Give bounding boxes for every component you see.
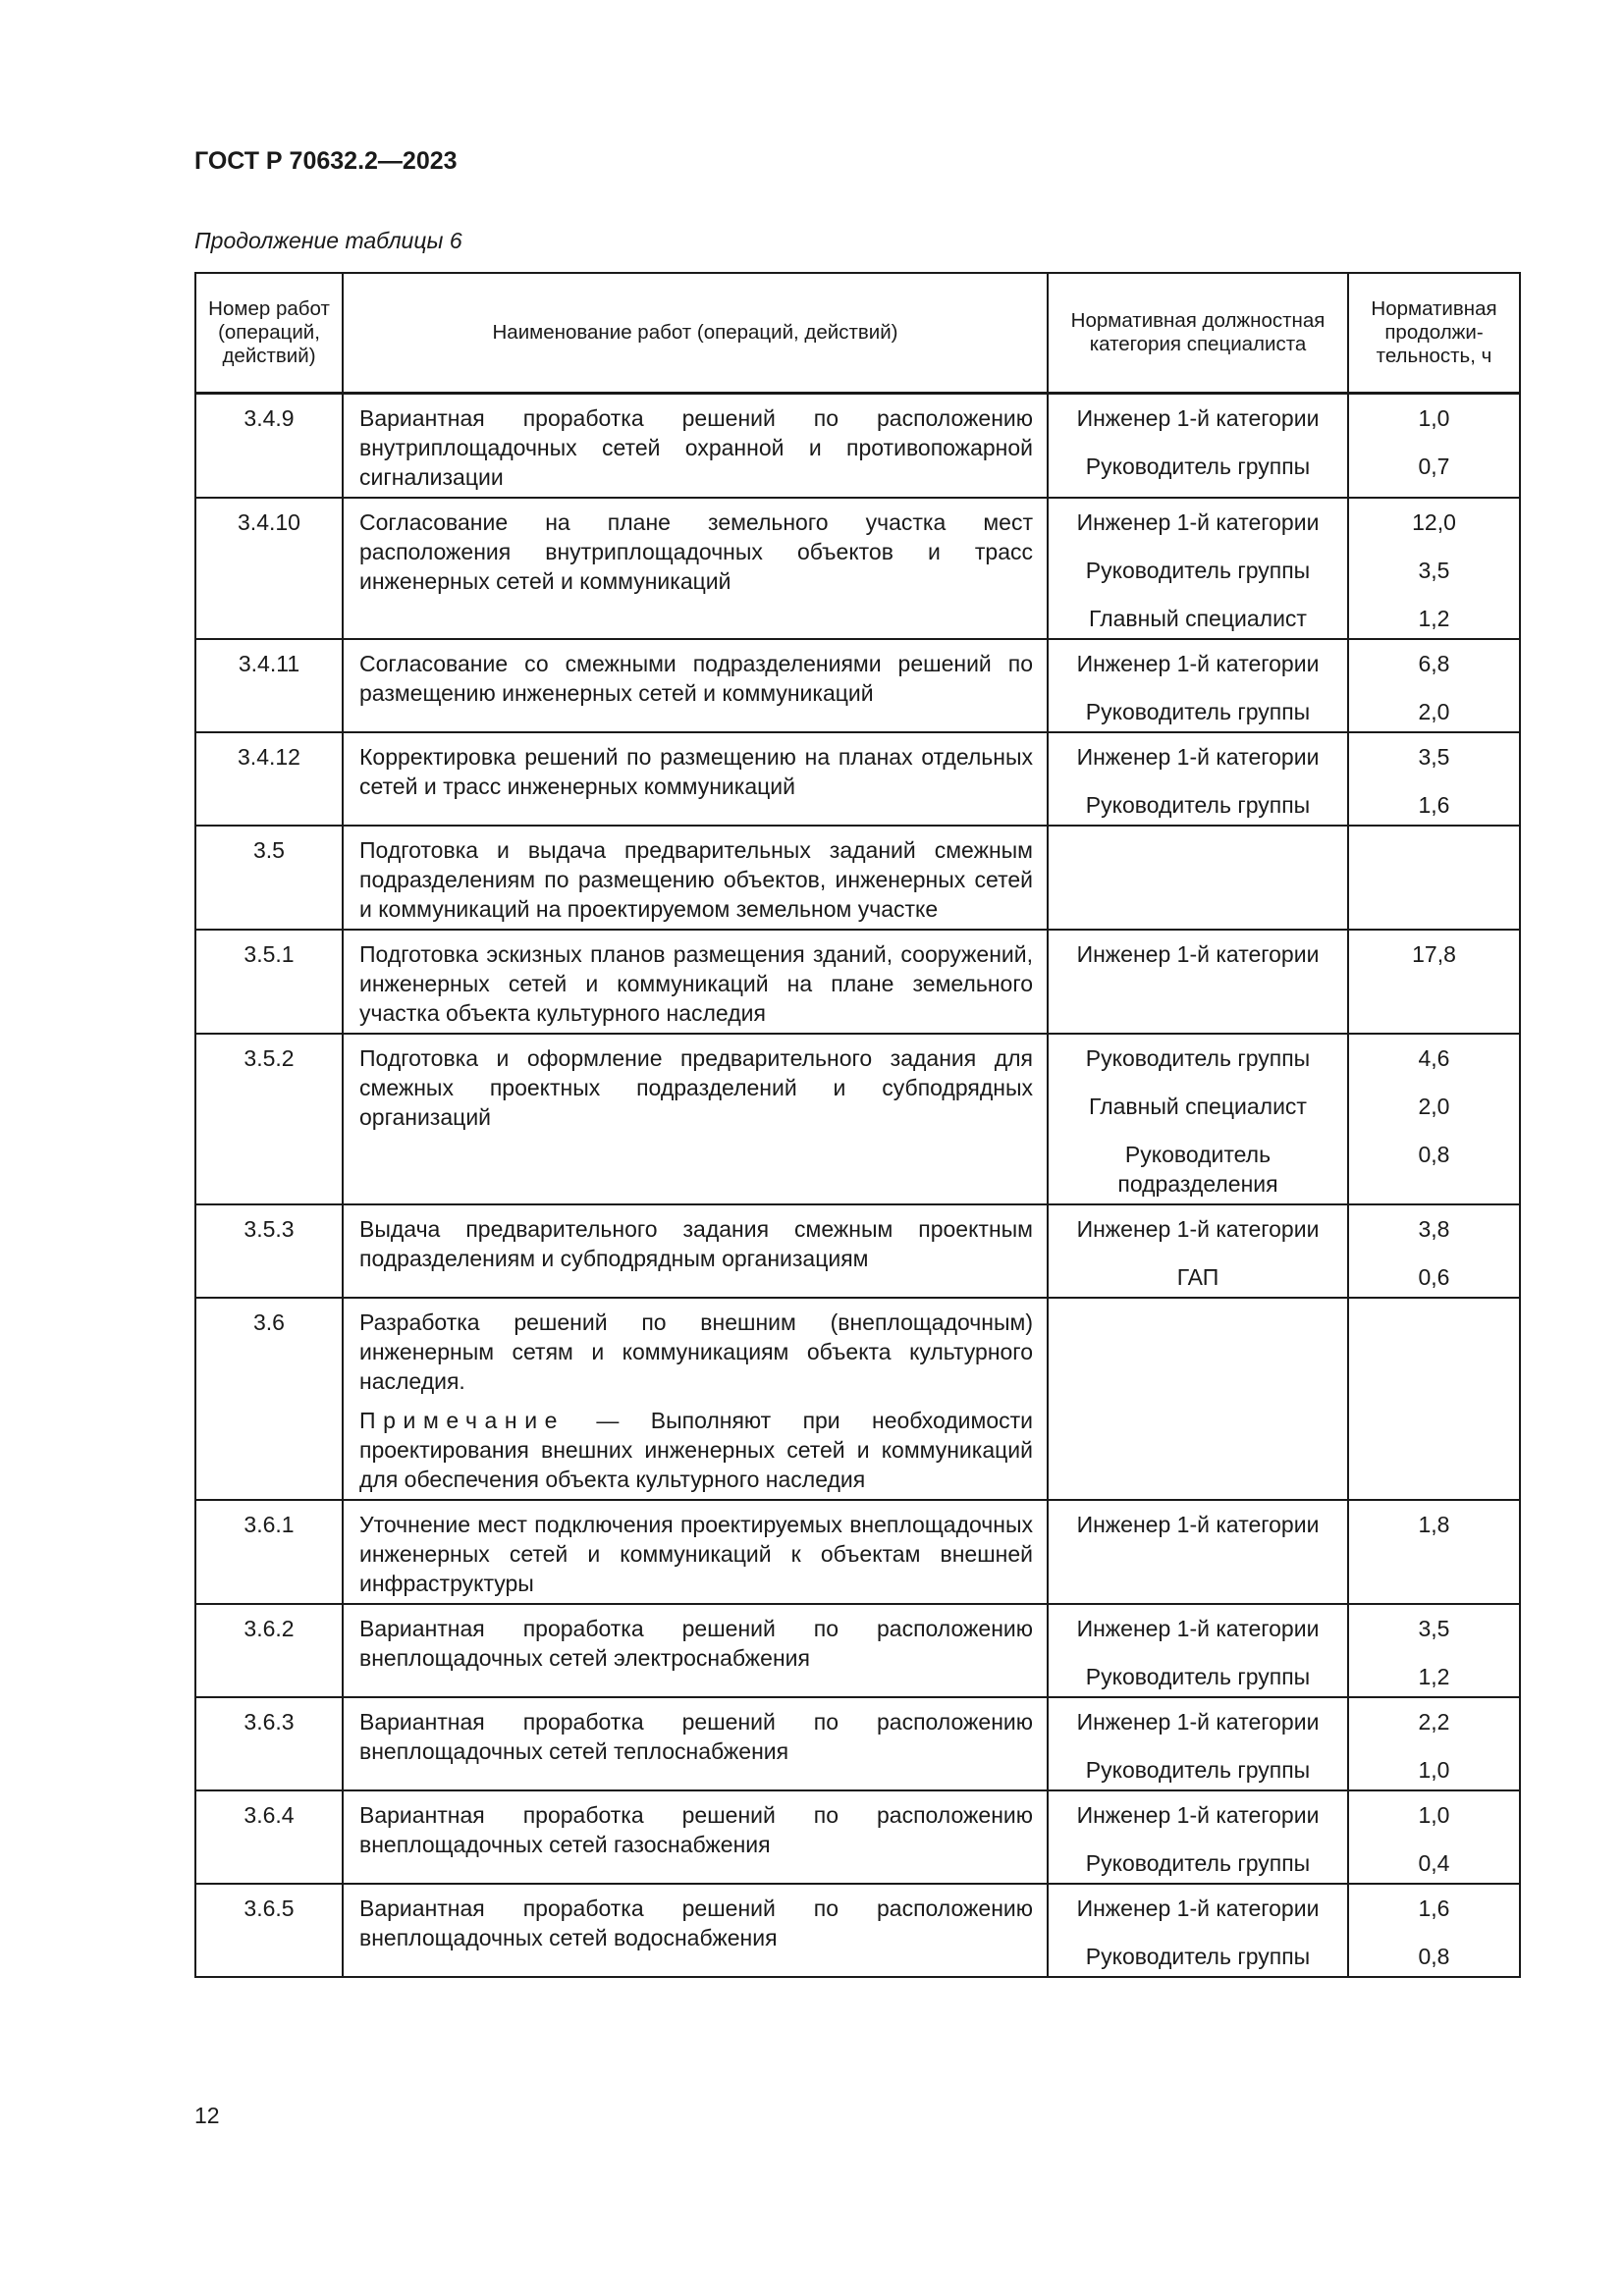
duration-cell [1348,1604,1520,1697]
specialist-category: Инженер 1-й категории [1076,744,1320,770]
specialist-category: Инженер 1-й категории [1076,1709,1320,1735]
specialist-category: Инженер 1-й категории [1076,509,1320,535]
table-row [195,1884,1520,1977]
table-row [195,639,1520,732]
table-row [195,930,1520,1034]
specialist-category: Главный специалист [1089,1094,1307,1119]
duration-value: 2,0 [1418,699,1450,724]
duration-value: 1,6 [1418,792,1450,818]
work-name-cell [343,1604,1048,1697]
work-name-cell [343,1500,1048,1604]
table-row [195,1790,1520,1884]
specialist-cell [1048,1500,1348,1604]
document-title: ГОСТ Р 70632.2—2023 [194,147,458,175]
duration-cell [1348,1790,1520,1884]
work-name-text: Уточнение мест подключения проектируемых внеплощадочных инженерных сетей и коммуникаций к объектам внешней инфраструктуры [359,1512,1033,1596]
specialist-category: Инженер 1-й категории [1076,1512,1320,1537]
work-name-text: Разработка решений по внешним (внеплощадочным) инженерным сетям и коммуникациям объекта культурного наследия. [359,1309,1033,1394]
work-number-cell: 3.6.5 [195,1884,343,1977]
duration-cell [1348,1697,1520,1790]
specialist-category: Руководитель группы [1085,1757,1311,1783]
specialist-category: Главный специалист [1089,606,1307,631]
specialist-cell [1048,1884,1348,1977]
work-number-cell: 3.5.3 [195,1204,343,1298]
duration-value: 1,6 [1418,1896,1450,1921]
duration-value: 3,5 [1418,744,1450,770]
specialist-category: Инженер 1-й категории [1076,1216,1320,1242]
specialist-cell [1048,826,1348,930]
duration-value: 2,2 [1418,1709,1450,1735]
duration-cell [1348,732,1520,826]
work-name-text: Вариантная проработка решений по расположению внеплощадочных сетей электроснабжения [359,1616,1033,1671]
note-label: Примечание [359,1408,566,1433]
table-row [195,1034,1520,1204]
table-row [195,1204,1520,1298]
duration-value: 0,4 [1418,1850,1450,1876]
specialist-category: Руководитель группы [1085,1944,1311,1969]
specialist-category: Инженер 1-й категории [1076,651,1320,676]
table-row [195,498,1520,639]
work-name-cell [343,394,1048,499]
specialist-category: Руководитель группы [1085,792,1311,818]
note-text: — Выполняют при необходимости проектирования внешних инженерных сетей и коммуникаций для обеспечения объекта культурного наследия [359,1408,1033,1492]
specialist-category: Инженер 1-й категории [1076,1896,1320,1921]
work-number-cell: 3.4.9 [195,394,343,499]
duration-value: 1,2 [1418,606,1450,631]
header-specialist-category: Нормативная должностная категория специалиста [1048,273,1348,394]
specialist-cell [1048,1697,1348,1790]
duration-value: 3,5 [1418,558,1450,583]
work-name-text: Вариантная проработка решений по расположению внеплощадочных сетей водоснабжения [359,1896,1033,1950]
specialist-category: Руководитель группы [1085,454,1311,479]
specialist-cell [1048,930,1348,1034]
specialist-cell [1048,1204,1348,1298]
work-number-cell: 3.6.2 [195,1604,343,1697]
header-work-number: Номер работ (операций, действий) [195,273,343,394]
work-name-cell [343,1298,1048,1500]
work-name-cell [343,930,1048,1034]
specialist-cell [1048,732,1348,826]
work-number-cell: 3.6 [195,1298,343,1500]
duration-cell [1348,1298,1520,1500]
work-name-text: Согласование со смежными подразделениями решений по размещению инженерных сетей и коммуникаций [359,651,1033,706]
work-name-cell [343,826,1048,930]
table-body [195,394,1520,1978]
work-name-text: Корректировка решений по размещению на планах отдельных сетей и трасс инженерных коммуникаций [359,744,1033,799]
work-name-text: Подготовка и оформление предварительного задания для смежных проектных подразделений и субподрядных организаций [359,1045,1033,1130]
work-number-cell: 3.5 [195,826,343,930]
duration-value: 0,7 [1418,454,1450,479]
work-note [359,1406,1033,1494]
work-name-text: Выдача предварительного задания смежным проектным подразделениям и субподрядным организациям [359,1216,1033,1271]
specialist-category: Руководитель группы [1085,1850,1311,1876]
table-row [195,394,1520,499]
duration-value: 12,0 [1412,509,1456,535]
specialist-cell [1048,1298,1348,1500]
specialist-category: Руководитель группы [1085,699,1311,724]
duration-value: 3,8 [1418,1216,1450,1242]
work-number-cell: 3.4.12 [195,732,343,826]
table-header [195,273,1520,394]
work-name-cell [343,732,1048,826]
work-name-text: Подготовка эскизных планов размещения зданий, сооружений, инженерных сетей и коммуникаций на плане земельного участка объекта культурного наследия [359,941,1033,1026]
duration-cell [1348,1884,1520,1977]
header-duration: Нормативная продолжи-тельность, ч [1348,273,1520,394]
work-name-text: Вариантная проработка решений по расположению внеплощадочных сетей теплоснабжения [359,1709,1033,1764]
duration-value: 6,8 [1418,651,1450,676]
specialist-category: Инженер 1-й категории [1076,405,1320,431]
table-row [195,732,1520,826]
specialist-category: Руководитель группы [1085,1045,1311,1071]
specialist-cell [1048,394,1348,499]
duration-value: 17,8 [1412,941,1456,967]
specialist-cell [1048,1604,1348,1697]
table-row [195,826,1520,930]
work-number-cell: 3.6.1 [195,1500,343,1604]
duration-value: 4,6 [1418,1045,1450,1071]
work-name-cell [343,639,1048,732]
duration-value: 1,0 [1418,405,1450,431]
specialist-cell [1048,1034,1348,1204]
work-norms-table [194,272,1521,1978]
table-container [194,272,1521,1978]
table-row [195,1604,1520,1697]
duration-value: 2,0 [1418,1094,1450,1119]
duration-cell [1348,930,1520,1034]
work-number-cell: 3.4.10 [195,498,343,639]
work-name-cell [343,1034,1048,1204]
duration-cell [1348,826,1520,930]
duration-cell [1348,1500,1520,1604]
table-row [195,1697,1520,1790]
work-name-text: Вариантная проработка решений по расположению внутриплощадочных сетей охранной и противопожарной сигнализации [359,405,1033,490]
specialist-category: Инженер 1-й категории [1076,941,1320,967]
work-number-cell: 3.5.1 [195,930,343,1034]
duration-cell [1348,1034,1520,1204]
work-number-cell: 3.4.11 [195,639,343,732]
specialist-category: Инженер 1-й категории [1076,1802,1320,1828]
specialist-category: Руководитель подразделения [1117,1142,1278,1197]
work-name-cell [343,498,1048,639]
specialist-category: Инженер 1-й категории [1076,1616,1320,1641]
work-number-cell: 3.6.3 [195,1697,343,1790]
specialist-category: ГАП [1176,1264,1219,1290]
work-name-text: Согласование на плане земельного участка мест расположения внутриплощадочных объектов и трасс инженерных сетей и коммуникаций [359,509,1033,594]
specialist-category: Руководитель группы [1085,1664,1311,1689]
duration-value: 3,5 [1418,1616,1450,1641]
table-row [195,1500,1520,1604]
header-work-name: Наименование работ (операций, действий) [343,273,1048,394]
duration-value: 1,0 [1418,1802,1450,1828]
duration-value: 1,8 [1418,1512,1450,1537]
duration-value: 1,2 [1418,1664,1450,1689]
specialist-cell [1048,498,1348,639]
duration-value: 1,0 [1418,1757,1450,1783]
work-name-cell [343,1884,1048,1977]
work-name-cell [343,1204,1048,1298]
work-name-text: Подготовка и выдача предварительных заданий смежным подразделениям по размещению объектов, инженерных сетей и коммуникаций на проектируемом земельном участке [359,837,1033,922]
page-number: 12 [194,2103,220,2128]
duration-cell [1348,394,1520,499]
specialist-cell [1048,1790,1348,1884]
table-caption: Продолжение таблицы 6 [194,228,462,253]
header-row [195,273,1520,394]
work-number-cell: 3.5.2 [195,1034,343,1204]
duration-value: 0,8 [1418,1142,1450,1167]
duration-cell [1348,498,1520,639]
specialist-cell [1048,639,1348,732]
work-name-cell [343,1697,1048,1790]
work-name-cell [343,1790,1048,1884]
duration-value: 0,6 [1418,1264,1450,1290]
table-row [195,1298,1520,1500]
duration-cell [1348,1204,1520,1298]
work-name-text: Вариантная проработка решений по расположению внеплощадочных сетей газоснабжения [359,1802,1033,1857]
specialist-category: Руководитель группы [1085,558,1311,583]
duration-value: 0,8 [1418,1944,1450,1969]
duration-cell [1348,639,1520,732]
work-number-cell: 3.6.4 [195,1790,343,1884]
